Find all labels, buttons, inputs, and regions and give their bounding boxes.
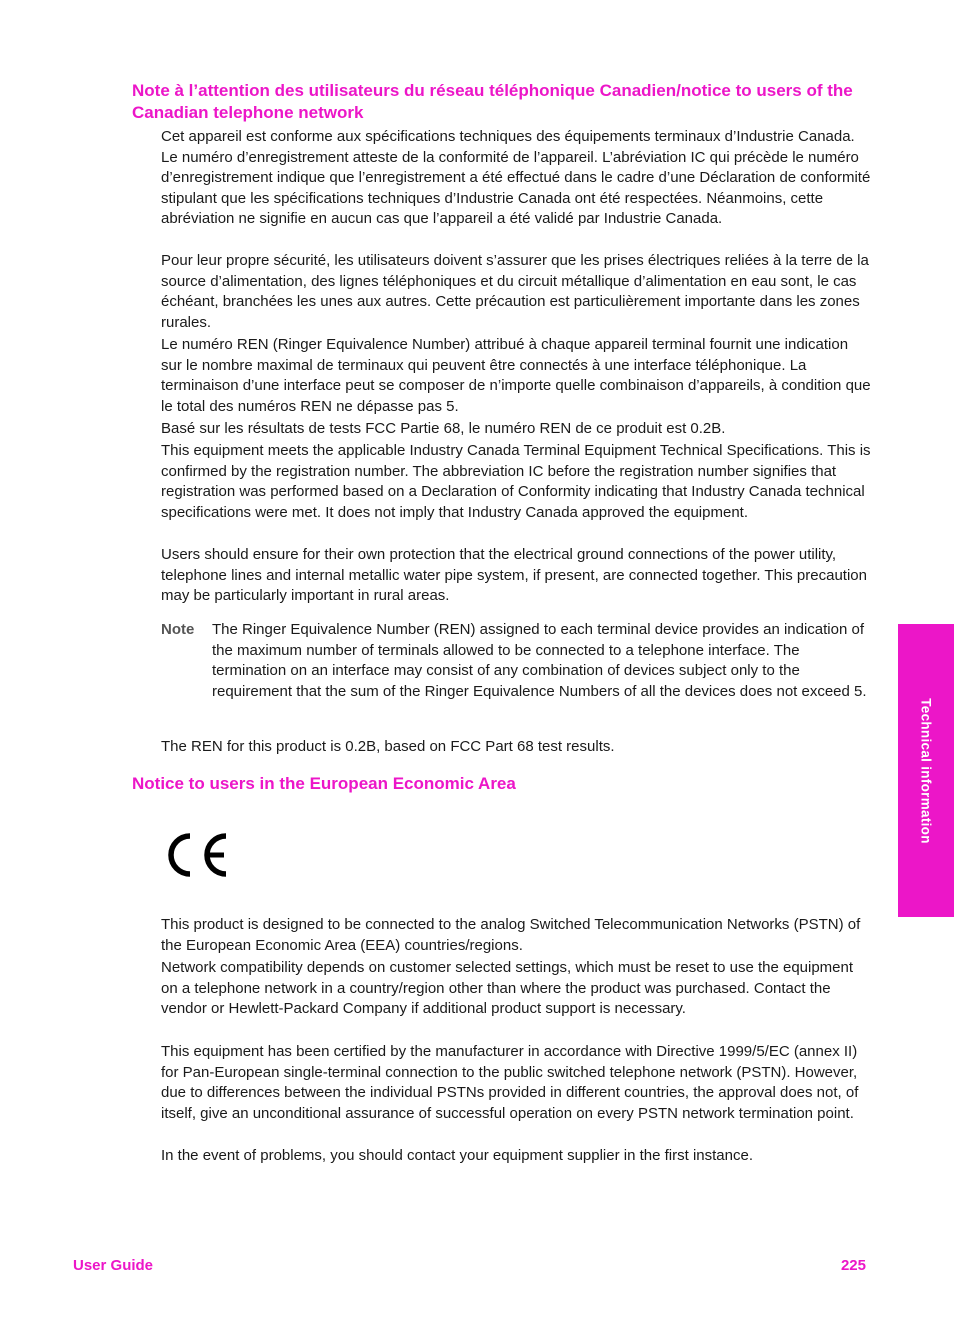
footer-guide-title: User Guide	[73, 1257, 154, 1274]
paragraph-eea-3: This equipment has been certified by the manufacturer in accordance with Directive 1999/5/EC (annex II) for Pan-European single-terminal connection to the public switched telephone network (PSTN). However, due to differences between the individual PSTNs provided in different countries, the approval does not, of itself, give an unconditional assurance of successful operation on every PSTN network termination point.	[161, 1043, 859, 1122]
paragraph-eea-1: This product is designed to be connected to the analog Switched Telecommunication Networks (PSTN) of the European Economic Area (EEA) countries/regions.	[161, 916, 861, 954]
note-text: The Ringer Equivalence Number (REN) assigned to each terminal device provides an indication of the maximum number of terminals allowed to be connected to a telephone interface. The termination on an interface may consist of any combination of devices subject only to the requirement that the sum of the Ringer Equivalence Numbers of all the devices does not exceed 5.	[212, 621, 867, 700]
paragraph-canada-6: Users should ensure for their own protection that the electrical ground connections of the power utility, telephone lines and internal metallic water pipe system, if present, are connected together. This precaution may be particularly important in rural areas.	[161, 546, 867, 605]
section-heading-eea: Notice to users in the European Economic Area	[132, 774, 516, 793]
paragraph-eea-2: Network compatibility depends on customer selected settings, which must be reset to use the equipment on a telephone network in a country/region other than where the product was purchased. Contact the vendor or Hewlett-Packard Company if additional product support is necessary.	[161, 959, 854, 1018]
side-tab	[898, 624, 954, 917]
footer-page-number: 225	[840, 1257, 866, 1274]
paragraph-eea-4: In the event of problems, you should contact your equipment supplier in the first instance.	[161, 1147, 754, 1164]
paragraph-canada-2: Pour leur propre sécurité, les utilisateurs doivent s’assurer que les prises électriques reliées à la terre de la source d’alimentation, des lignes téléphoniques et du circuit métallique d’alimentation en eau sont, le cas échéant, branchées les unes aux autres. Cette précaution est particulièrement importante dans les zones rurales.	[161, 252, 869, 331]
note-label: Note	[161, 621, 195, 638]
paragraph-canada-5: This equipment meets the applicable Industry Canada Terminal Equipment Technical Specifications. This is confirmed by the registration number. The abbreviation IC before the registration number signifies that registration was performed based on a Declaration of Conformity indicating that Industry Canada technical specifications were met. It does not imply that Industry Canada approved the equipment.	[161, 442, 871, 521]
paragraph-canada-1: Cet appareil est conforme aux spécifications techniques des équipements terminaux d’Industrie Canada. Le numéro d’enregistrement atteste de la conformité de l’appareil. L’abréviation IC qui précède le numéro d’enregistrement indique que l’enregistrement a été effectué dans le cadre d’une Déclaration de conformité stipulant que les spécifications techniques d’Industrie Canada ont été respectées. Néanmoins, cette abréviation ne signifie en aucun cas que l’appareil a été validé par Industrie Canada.	[161, 128, 871, 228]
paragraph-ren-result: The REN for this product is 0.2B, based on FCC Part 68 test results.	[161, 738, 615, 755]
paragraph-canada-4: Basé sur les résultats de tests FCC Partie 68, le numéro REN de ce produit est 0.2B.	[161, 420, 726, 437]
side-tab-label: Technical information	[918, 697, 934, 844]
paragraph-canada-3: Le numéro REN (Ringer Equivalence Number) attribué à chaque appareil terminal fournit une indication sur le nombre maximal de terminaux qui peuvent être connectés à une interface téléphonique. La terminaison d’une interface peut se composer de n’importe quelle combinaison d’appareils, à condition que le total des numéros REN ne dépasse pas 5.	[161, 336, 871, 415]
ce-mark-icon	[163, 830, 229, 880]
section-heading-canada: Note à l’attention des utilisateurs du réseau téléphonique Canadien/notice to users of the Canadian telephone network	[132, 81, 853, 122]
